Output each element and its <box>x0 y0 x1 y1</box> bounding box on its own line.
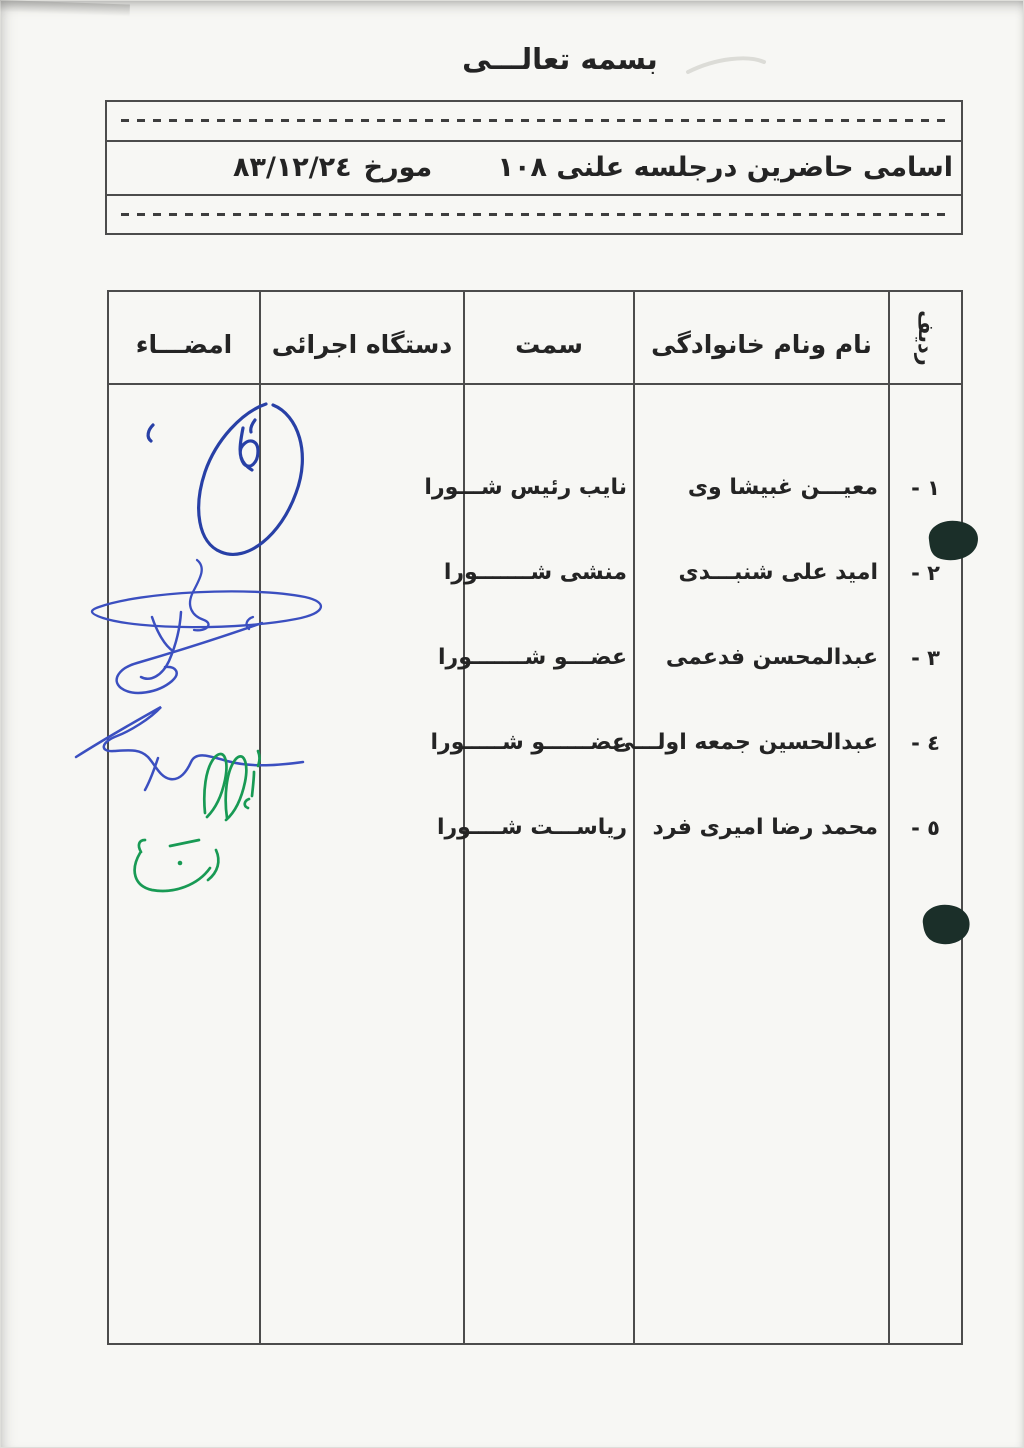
row-number: ۳ - <box>911 646 940 670</box>
row-number: ۱ - <box>911 476 940 500</box>
column-header-row-no <box>888 292 961 385</box>
attendee-position: عضــــــو شـــــورا <box>430 730 627 755</box>
dotted-line-bottom <box>107 196 961 234</box>
dotted-line <box>121 119 947 122</box>
attendee-name: محمد رضا امیری فرد <box>652 815 878 840</box>
row-number: ٥ - <box>911 816 940 840</box>
date-label: مورخ <box>363 152 433 183</box>
column-header-position: سمت <box>463 292 633 385</box>
column-header-agency: دستگاه اجرائی <box>259 292 463 385</box>
column-header-full-name: نام ونام خانوادگی <box>633 292 888 385</box>
attendee-name: عبدالمحسن فدعمی <box>665 645 878 670</box>
date-value: ۸۳/۱۲/۲٤ <box>233 152 352 183</box>
title-box <box>105 100 963 235</box>
attendee-name: معیـــن غبیشا وی <box>687 475 878 500</box>
row-number: ۲ - <box>911 561 940 585</box>
column-header-row-no-label: ردیف <box>913 309 938 366</box>
session-title: اسامی حاضرین درجلسه علنی ۱۰۸ <box>497 152 953 183</box>
full-name-column <box>612 385 888 1343</box>
attendee-position: منشی شـــــــورا <box>443 560 627 585</box>
signature-column <box>109 385 259 1343</box>
date-group <box>233 152 432 183</box>
attendee-position: عضـــو شـــــــورا <box>438 645 627 670</box>
row-number: ٤ - <box>911 731 940 755</box>
scan-edge-smudge <box>0 0 130 17</box>
row-number-column <box>888 385 961 1343</box>
attendee-position: نایب رئیس شـــورا <box>424 475 627 500</box>
dotted-line-top <box>107 102 961 140</box>
attendee-name: امید علی شنبـــدی <box>678 560 878 585</box>
attendee-name: عبدالحسین جمعه اولـــی <box>612 730 878 755</box>
column-header-signature: امضـــاء <box>109 292 259 385</box>
attendee-position: ریاســـت شــــورا <box>436 815 627 840</box>
attendance-table <box>107 290 963 1345</box>
title-row <box>107 140 961 196</box>
agency-column <box>259 385 463 1343</box>
dotted-line <box>121 213 947 216</box>
position-column <box>424 385 633 1343</box>
besmele-heading: بسمه تعالـــی <box>462 42 658 76</box>
